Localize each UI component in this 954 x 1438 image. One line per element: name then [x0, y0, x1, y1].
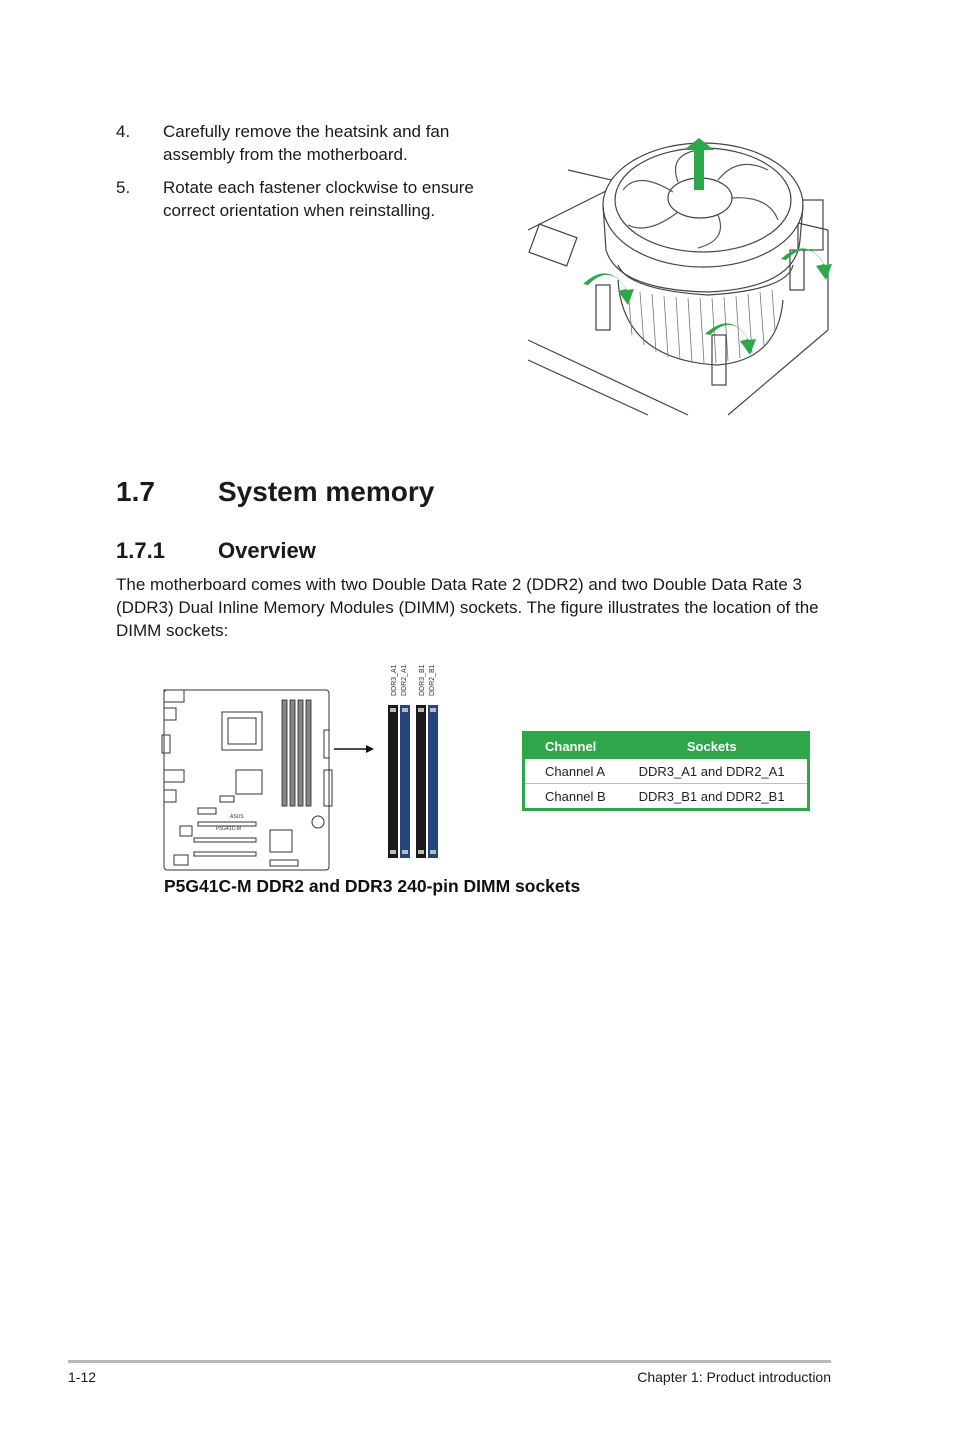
dimm-slot-group — [388, 705, 438, 858]
step-text: Carefully remove the heatsink and fan assembly from the motherboard. — [163, 122, 450, 164]
table-cell: Channel B — [524, 784, 617, 810]
slot-label-ddr3-a1: DDR3_A1 — [391, 664, 398, 696]
slot-label-ddr2-b1: DDR2_B1 — [429, 664, 436, 696]
table-header: Channel — [524, 733, 617, 759]
step-text: Rotate each fastener clockwise to ensure correct orientation when reinstalling. — [163, 178, 474, 220]
section-heading — [116, 476, 434, 508]
table-row — [524, 759, 809, 784]
board-model-label: P5G41C-M — [216, 826, 242, 832]
board-slot-ddr2-b1 — [306, 700, 311, 806]
channel-table — [522, 731, 810, 811]
section-title: System memory — [218, 476, 435, 507]
board-slot-ddr3-b1 — [298, 700, 303, 806]
step-item — [116, 176, 496, 222]
subsection-heading — [116, 538, 316, 564]
table-header: Sockets — [617, 733, 809, 759]
dimm-slot-ddr2-b1 — [428, 705, 438, 858]
heatsink-removal-illustration — [528, 130, 840, 420]
dimm-slot-ddr3-b1 — [416, 705, 426, 858]
table-cell: Channel A — [524, 759, 617, 784]
step-item — [116, 120, 496, 166]
slot-label-ddr2-a1: DDR2_A1 — [401, 664, 408, 696]
table-header-row — [524, 733, 809, 759]
board-brand-label: ASUS — [230, 814, 244, 820]
chapter-title: Chapter 1: Product introduction — [637, 1369, 831, 1385]
figure-caption: P5G41C-M DDR2 and DDR3 240-pin DIMM sockets — [164, 876, 581, 896]
step-list — [116, 120, 496, 232]
motherboard-outline — [164, 690, 329, 870]
footer-divider — [68, 1360, 831, 1363]
overview-paragraph: The motherboard comes with two Double Data Rate 2 (DDR2) and two Double Data Rate 3 (DDR3) Dual Inline Memory Modules (DIMM) sockets. The figure illustrates the location of the DIMM sockets: — [116, 575, 819, 640]
slot-label-ddr3-b1: DDR3_B1 — [419, 664, 426, 696]
table-cell: DDR3_B1 and DDR2_B1 — [617, 784, 809, 810]
step-number: 5. — [116, 178, 131, 197]
board-slot-ddr2-a1 — [290, 700, 295, 806]
subsection-number: 1.7.1 — [116, 538, 165, 563]
table-cell: DDR3_A1 and DDR2_A1 — [617, 759, 809, 784]
dimm-location-diagram — [160, 650, 460, 880]
dimm-slot-ddr2-a1 — [400, 705, 410, 858]
board-slot-ddr3-a1 — [282, 700, 287, 806]
section-number: 1.7 — [116, 476, 155, 507]
subsection-title: Overview — [218, 538, 316, 563]
dimm-slot-ddr3-a1 — [388, 705, 398, 858]
page-number: 1-12 — [68, 1369, 97, 1385]
table-row — [524, 784, 809, 810]
step-number: 4. — [116, 122, 131, 141]
